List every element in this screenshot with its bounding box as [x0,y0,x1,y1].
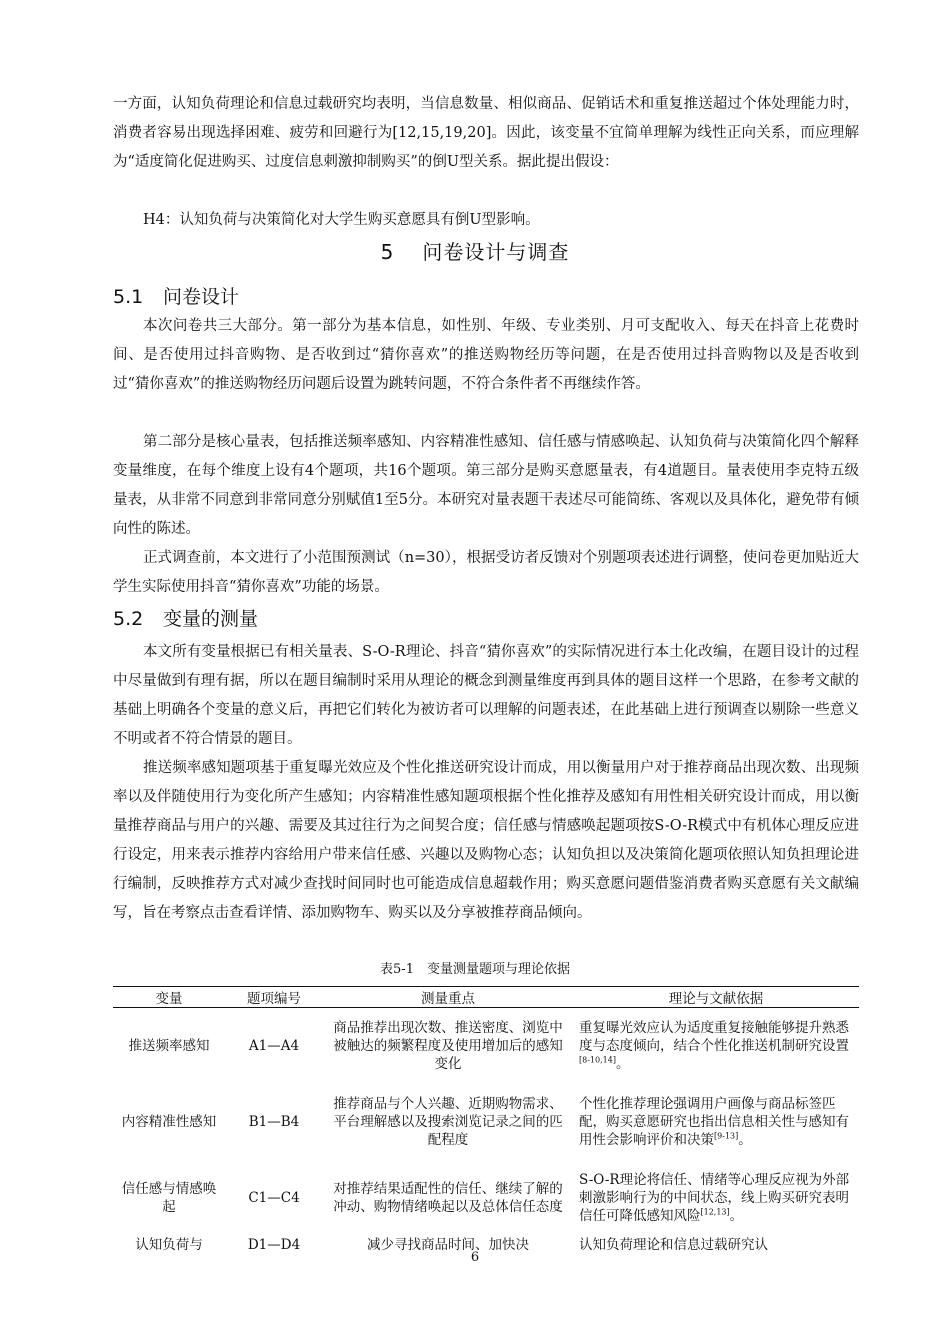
column-header: 理论与文献依据 [573,987,859,1008]
column-header: 测量重点 [323,987,573,1008]
cell-items: C1—C4 [248,1190,300,1206]
basis-text: 个性化推荐理论强调用户画像与商品标签匹配，购买意愿研究也指出信息相关性与感知有用性会影响评价和决策 [579,1096,849,1148]
section-number: 5.1 [113,286,144,308]
section-title: 问卷设计 [163,286,240,308]
section-heading-5-2 [113,604,258,631]
section-title: 变量的测量 [163,608,259,630]
cell-variable: 认知负荷与 [135,1237,203,1253]
basis-end: 。 [729,1208,744,1224]
table-row [113,1008,859,1085]
section-heading-5-1 [113,282,239,309]
chapter-number: 5 [380,240,395,264]
cell-focus: 推荐商品与个人兴趣、近期购物需求、平台理解感以及搜索浏览记录之间的匹配程度 [333,1096,563,1148]
section-number: 5.2 [113,608,144,630]
citation: [8-10,14] [579,1055,616,1065]
table-row [113,1160,859,1236]
variable-table [113,986,859,1253]
basis-end: 。 [615,1056,630,1072]
chapter-title: 问卷设计与调查 [422,240,570,264]
cell-basis [573,1008,859,1085]
cell-items: D1—D4 [247,1237,301,1253]
table-caption: 表5-1 变量测量题项与理论依据 [380,962,570,977]
cell-variable: 内容精准性感知 [121,1114,217,1130]
page-number: 6 [470,1250,480,1265]
cell-items: B1—B4 [248,1114,300,1130]
hypothesis-h4: H4：认知负荷与决策简化对大学生购买意愿具有倒U型影响。 [143,212,540,228]
paragraph: 推送频率感知题项基于重复曝光效应及个性化推送研究设计而成，用以衡量用户对于推荐商品出现次数、出现频率以及伴随使用行为变化所产生感知；内容精准性感知题项根据个性化推荐及感知有用性相关研究设计而成，用以衡量推荐商品与用户的兴趣、需要及其过往行为之间契合度；信任感与情感唤起题项按S-O-R模式中有机体心理反应进行设定，用来表示推荐内容给用户带来信任感、兴趣以及购物心态；认知负担以及决策简化题项依照认知负担理论进行编制，反映推荐方式对减少查找时间同时也可能造成信息超载作用；购买意愿问题借鉴消费者购买意愿有关文献编写，旨在考察点击查看详情、添加购物车、购买以及分享被推荐商品倾向。 [113,760,859,921]
paragraph: 正式调查前，本文进行了小范围预测试（n=30），根据受访者反馈对个别题项表述进行调整，使问卷更加贴近大学生实际使用抖音“猜你喜欢”功能的场景。 [113,550,859,595]
basis-end: 。 [738,1132,752,1148]
basis-text: S-O-R理论将信任、情绪等心理反应视为外部刺激影响行为的中间状态，线上购买研究表明信任可降低感知风险 [579,1172,850,1224]
citation: [9-13] [714,1131,739,1141]
paragraph: 第二部分是核心量表，包括推送频率感知、内容精准性感知、信任感与情感唤起、认知负荷与决策简化四个解释变量维度，在每个维度上设有4个题项，共16个题项。第三部分是购买意愿量表，有4道题目。量表使用李克特五级量表，从非常不同意到非常同意分别赋值1至5分。本研究对量表题干表述尽可能简练、客观以及具体化，避免带有倾向性的陈述。 [113,434,859,537]
paragraph: 一方面，认知负荷理论和信息过载研究均表明，当信息数量、相似商品、促销话术和重复推送超过个体处理能力时，消费者容易出现选择困难、疲劳和回避行为[12,15,19,20]。因此，该变量不宜简单理解为线性正向关系，而应理解为“适度简化促进购买、过度信息刺激抑制购买”的倒U型关系。据此提出假设： [113,96,859,170]
basis-text: 重复曝光效应认为适度重复接触能够提升熟悉度与态度倾向，结合个性化推送机制研究设置 [579,1020,849,1054]
cell-focus: 商品推荐出现次数、推送密度、浏览中被触达的频繁程度及使用增加后的感知变化 [333,1020,563,1072]
table-row [113,1084,859,1160]
cell-items: A1—A4 [248,1038,300,1054]
cell-variable: 信任感与情感唤起 [121,1181,217,1215]
cell-basis: 认知负荷理论和信息过载研究认 [579,1237,768,1253]
cell-basis [573,1084,859,1160]
chapter-heading [0,236,950,265]
paragraph: 本次问卷共三大部分。第一部分为基本信息，如性别、年级、专业类别、月可支配收入、每天在抖音上花费时间、是否使用过抖音购物、是否收到过“猜你喜欢”的推送购物经历等问题，在是否使用过抖音购物以及是否收到过“猜你喜欢”的推送购物经历问题后设置为跳转问题，不符合条件者不再继续作答。 [113,318,859,392]
table-header-row [113,987,859,1008]
paragraph: 本文所有变量根据已有相关量表、S-O-R理论、抖音“猜你喜欢”的实际情况进行本土化改编，在题目设计的过程中尽量做到有理有据，所以在题目编制时采用从理论的概念到测量维度再到具体的题目这样一个思路，在参考文献的基础上明确各个变量的意义后，再把它们转化为被访者可以理解的问题表述，在此基础上进行预调查以剔除一些意义不明或者不符合情景的题目。 [113,644,859,747]
column-header: 变量 [113,987,225,1008]
column-header: 题项编号 [225,987,323,1008]
cell-focus: 对推荐结果适配性的信任、继续了解的冲动、购物情绪唤起以及总体信任态度 [333,1181,563,1215]
cell-focus: 减少寻找商品时间、加快决 [367,1237,529,1253]
cell-basis [573,1160,859,1236]
citation: [12,13] [700,1207,730,1217]
cell-variable: 推送频率感知 [128,1038,210,1054]
